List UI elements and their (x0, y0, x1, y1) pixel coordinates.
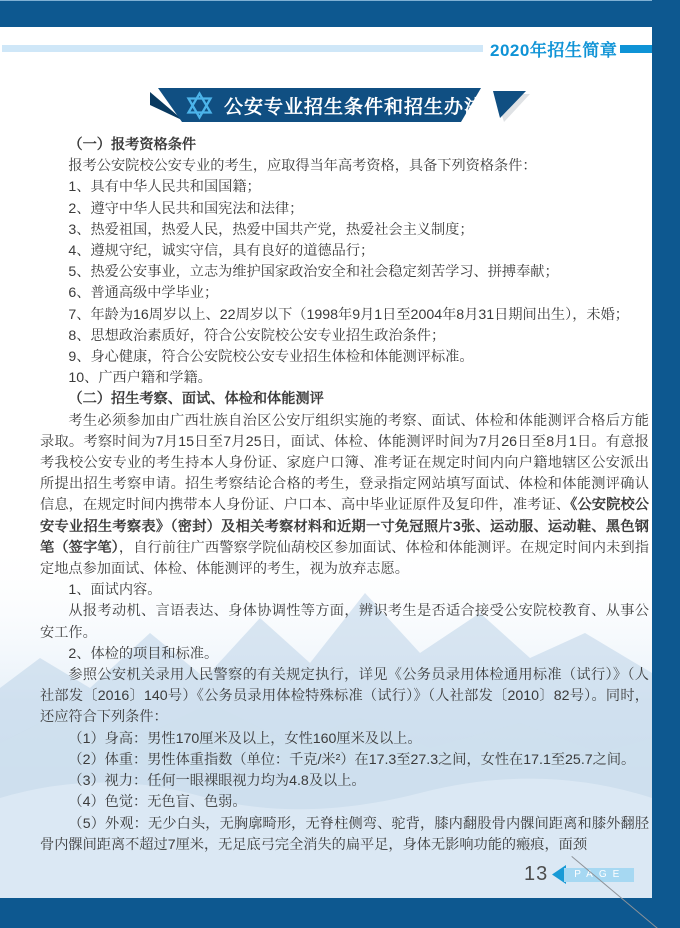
paragraph (40, 326, 649, 347)
right-side-bar (652, 0, 680, 898)
text-run: 9、身心健康，符合公安院校公安专业招生体检和体能测评标准。 (68, 349, 474, 366)
paragraph (40, 368, 649, 389)
paragraph (40, 305, 649, 326)
text-run: 1、面试内容。 (68, 582, 162, 599)
text-run: 5、热爱公安事业，立志为维护国家政治安全和社会稳定刻苦学习、拼搏奉献； (68, 264, 559, 281)
paragraph (40, 411, 649, 581)
text-run: （5）外观：无少白头，无胸廓畸形，无脊柱侧弯、驼背，膝内翻股骨内髁间距离和膝外翻胫骨内髁间距离不超过7厘米，无足底弓完全消失的扁平足，身体无影响功能的瘢痕，面颈 (40, 815, 649, 853)
paragraph (40, 177, 649, 198)
text-run: 《公安院校公安专业招生考察表》（密封）及相关考察材料和近期一寸免冠照片3张、运动服、运动鞋、黑色钢笔（签字笔） (40, 497, 649, 556)
paragraph (40, 580, 649, 601)
text-run: 报考公安院校公安专业的考生，应取得当年高考资格，具备下列资格条件： (68, 158, 537, 175)
section-heading (40, 135, 649, 156)
body-text (40, 135, 649, 856)
text-run: （一）报考资格条件 (68, 137, 197, 153)
text-run: （1）身高：男性170厘米及以上，女性160厘米及以上。 (68, 730, 422, 747)
text-run: 8、思想政治素质好，符合公安院校公安专业招生政治条件； (68, 327, 446, 344)
text-run: 6、普通高级中学毕业； (68, 285, 219, 302)
text-run: 2、体检的项目和标准。 (68, 645, 219, 662)
paragraph (40, 814, 649, 856)
text-run: 4、遵规守纪，诚实守信，具有良好的道德品行； (68, 243, 375, 260)
paragraph (40, 644, 649, 665)
paragraph (40, 771, 649, 792)
paragraph (40, 347, 649, 368)
paragraph (40, 156, 649, 177)
paragraph (40, 601, 649, 643)
text-run: 2、遵守中华人民共和国宪法和法律； (68, 200, 304, 217)
text-run: 参照公安机关录用人民警察的有关规定执行，详见《公务员录用体检通用标准（试行）》（人社部发〔2016〕140号）《公务员录用体检特殊标准（试行）》（人社部发〔2010〕82号）。同时，还应符合下列条件： (40, 667, 649, 726)
text-run: 10、广西户籍和学籍。 (68, 370, 212, 387)
section-heading (40, 389, 649, 410)
page-label: PAGE (564, 868, 634, 882)
paragraph (40, 729, 649, 750)
footer (524, 863, 634, 886)
top-bar (0, 0, 680, 27)
text-run: （2）体重：男性体重指数（单位：千克/米²）在17.3至27.3之间，女性在17.1至25.7之间。 (68, 751, 636, 768)
text-run: （4）色觉：无色盲、色弱。 (68, 794, 247, 811)
paragraph (40, 750, 649, 771)
text-run: 考生必须参加由广西壮族自治区公安厅组织实施的考察、面试、体检和体能测评合格后方能录取。考察时间为7月15日至7月25日，面试、体检、体能测评时间为7月26日至8月1日。有意报考我校公安专业的考生持本人身份证、家庭户口簿、准考证在规定时间内向户籍地辖区公安派出所提出招生考察申请。招生考察结论合格的考生，登录指定网站填写面试、体检和体能测评确认信息，在规定时间内携带本人身份证、户口本、高中毕业证原件及复印件，准考证、 (40, 412, 649, 514)
header-rule (2, 45, 483, 52)
text-run: 7、年龄为16周岁以上、22周岁以下（1998年9月1日至2004年8月31日期间出生），未婚； (68, 306, 629, 323)
paragraph (40, 283, 649, 304)
text-run: 3、热爱祖国，热爱人民，热爱中国共产党，热爱社会主义制度； (68, 221, 474, 238)
text-run: ，自行前往广西警察学院仙葫校区参加面试、体检和体能测评。在规定时间内未到指定地点参加面试、体检、体能测评的考生，视为放弃志愿。 (40, 539, 649, 578)
section-banner (148, 86, 544, 124)
paragraph (40, 792, 649, 813)
paragraph (40, 220, 649, 241)
paragraph (40, 199, 649, 220)
text-run: （二）招生考察、面试、体检和体能测评 (68, 391, 324, 408)
banner-title: 公安专业招生条件和招生办法 (224, 96, 485, 118)
paragraph (40, 262, 649, 283)
text-run: 从报考动机、言语表达、身体协调性等方面，辨识考生是否适合接受公安院校教育、从事公安工作。 (40, 603, 649, 641)
paragraph (40, 241, 649, 262)
header-accent-bar (620, 45, 652, 53)
header-title: 2020年招生简章 (490, 41, 618, 60)
bottom-bar (0, 898, 680, 928)
hexagram-icon (186, 91, 213, 120)
text-run: （3）视力：任何一眼裸眼视力均为4.8及以上。 (68, 773, 366, 790)
paragraph (40, 665, 649, 729)
page-number: 13 (524, 863, 549, 885)
text-run: 1、具有中华人民共和国国籍； (68, 179, 261, 196)
